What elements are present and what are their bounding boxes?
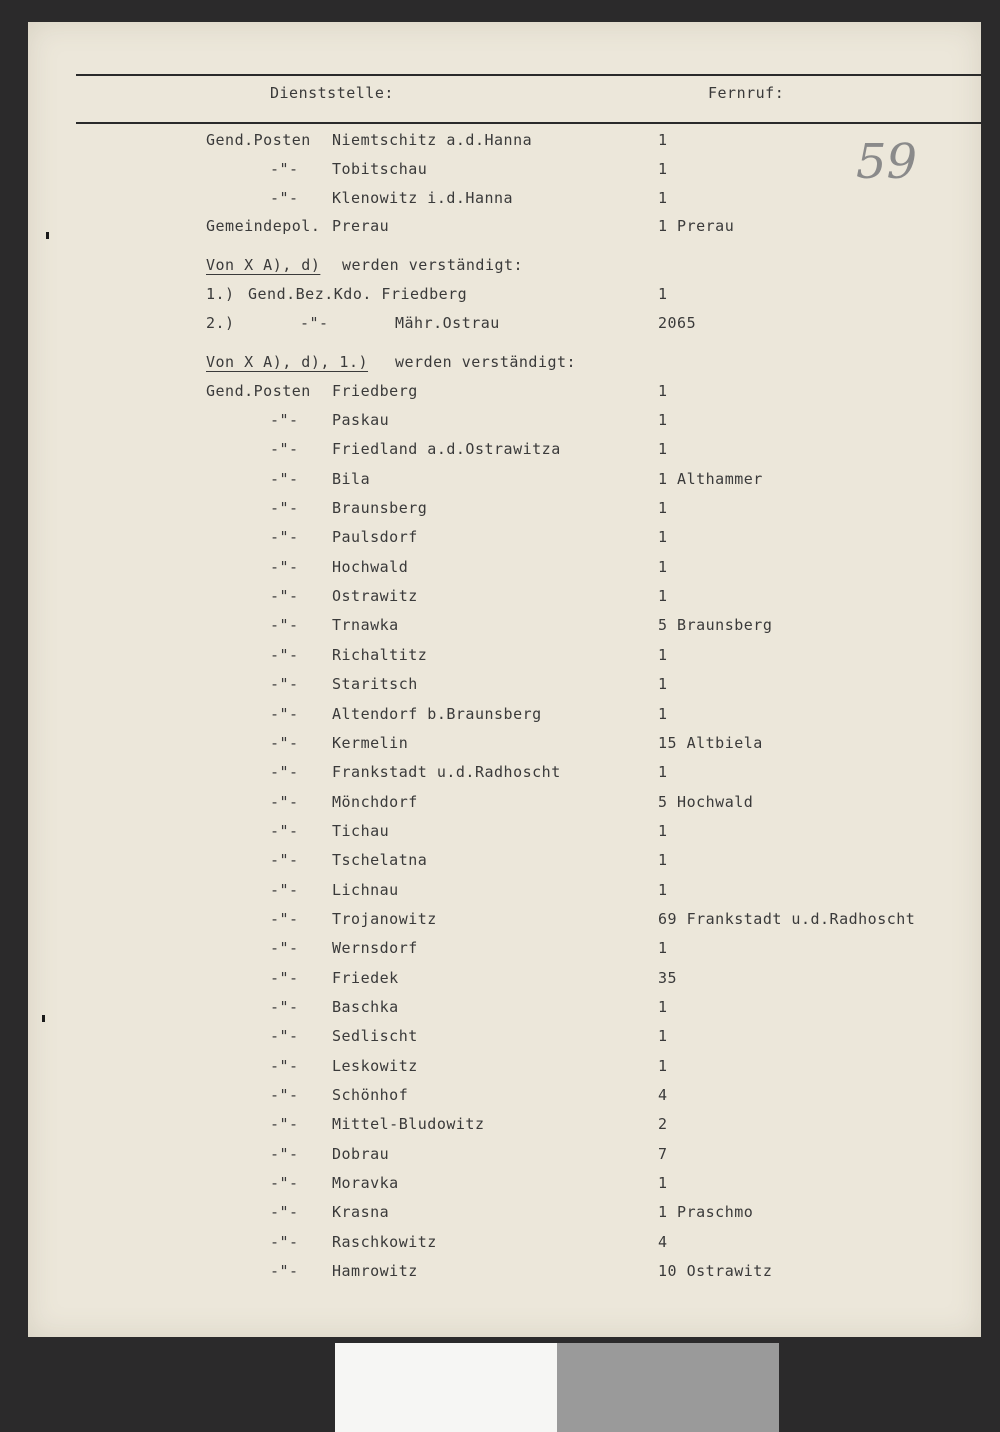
row-phone: 1 — [658, 705, 668, 723]
row-station-name: Mähr.Ostrau — [395, 314, 500, 332]
row-phone: 1 — [658, 382, 668, 400]
row-ditto: -"- — [270, 1057, 299, 1075]
row-phone: 2065 — [658, 314, 697, 332]
row-station-name: Staritsch — [332, 675, 418, 693]
row-ditto: -"- — [270, 558, 299, 576]
row-prefix: -"- — [270, 160, 299, 178]
row-station-name: Friedberg — [332, 382, 418, 400]
row-phone: 1 — [658, 558, 668, 576]
row-phone: 1 — [658, 998, 668, 1016]
row-ditto: -"- — [270, 793, 299, 811]
calibration-gray-patch — [557, 1343, 779, 1432]
row-ditto: -"- — [270, 1115, 299, 1133]
row-station-name: Bila — [332, 470, 371, 488]
row-station-name: Kermelin — [332, 734, 409, 752]
row-ditto: -"- — [270, 411, 299, 429]
row-phone: 1 — [658, 1057, 668, 1075]
row-ditto: -"- — [270, 616, 299, 634]
row-phone: 35 — [658, 969, 678, 987]
row-station-name: Baschka — [332, 998, 399, 1016]
row-ditto: -"- — [270, 851, 299, 869]
row-ditto: -"- — [270, 822, 299, 840]
document-page — [28, 22, 981, 1337]
row-phone: 1 — [658, 160, 668, 178]
row-ditto: -"- — [270, 1233, 299, 1251]
row-station-name: Mittel-Bludowitz — [332, 1115, 485, 1133]
row-station-name: Schönhof — [332, 1086, 409, 1104]
header-rule — [76, 122, 981, 124]
row-phone: 1 — [658, 285, 668, 303]
row-station-name: Krasna — [332, 1203, 390, 1221]
row-prefix: Gend.Posten — [206, 382, 311, 400]
row-phone: 1 — [658, 528, 668, 546]
row-ditto: -"- — [270, 528, 299, 546]
margin-speck — [42, 1015, 45, 1022]
margin-speck — [46, 232, 49, 239]
row-phone: 1 — [658, 499, 668, 517]
section1-heading-reference: Von X A), d) — [206, 256, 321, 274]
row-ditto: -"- — [270, 470, 299, 488]
row-station-name: Paskau — [332, 411, 390, 429]
row-phone: 1 — [658, 881, 668, 899]
row-ditto: -"- — [270, 1262, 299, 1280]
row-prefix: 2.) — [206, 314, 235, 332]
header-dienststelle: Dienststelle: — [270, 84, 394, 102]
row-ditto: -"- — [270, 763, 299, 781]
row-phone: 1 — [658, 763, 668, 781]
row-station-name: Paulsdorf — [332, 528, 418, 546]
row-station-name: Friedland a.d.Ostrawitza — [332, 440, 561, 458]
row-prefix: Gend.Posten — [206, 131, 311, 149]
row-phone: 1 — [658, 411, 668, 429]
row-phone: 5 Braunsberg — [658, 616, 773, 634]
row-station-name: Niemtschitz a.d.Hanna — [332, 131, 533, 149]
row-station-name: Trojanowitz — [332, 910, 437, 928]
row-phone: 69 Frankstadt u.d.Radhoscht — [658, 910, 916, 928]
row-phone: 1 — [658, 851, 668, 869]
section2-heading-text: werden verständigt: — [395, 353, 577, 371]
row-station-name: Gend.Bez.Kdo. Friedberg — [248, 285, 468, 303]
row-phone: 4 — [658, 1086, 668, 1104]
row-prefix: 1.) — [206, 285, 235, 303]
row-phone: 2 — [658, 1115, 668, 1133]
row-ditto: -"- — [270, 910, 299, 928]
row-ditto: -"- — [270, 1027, 299, 1045]
row-phone: 1 — [658, 822, 668, 840]
calibration-white-patch — [335, 1343, 557, 1432]
row-ditto: -"- — [270, 734, 299, 752]
row-phone: 1 Praschmo — [658, 1203, 754, 1221]
row-station-name: Friedek — [332, 969, 399, 987]
row-ditto: -"- — [270, 646, 299, 664]
row-station-name: Tichau — [332, 822, 390, 840]
row-ditto: -"- — [270, 1203, 299, 1221]
row-station-name: Prerau — [332, 217, 390, 235]
row-ditto: -"- — [270, 587, 299, 605]
row-station-name: Tschelatna — [332, 851, 428, 869]
row-ditto: -"- — [270, 939, 299, 957]
row-station-name: Moravka — [332, 1174, 399, 1192]
row-phone: 15 Altbiela — [658, 734, 763, 752]
row-ditto: -"- — [270, 881, 299, 899]
row-station-name: Tobitschau — [332, 160, 428, 178]
row-ditto: -"- — [270, 705, 299, 723]
row-phone: 1 — [658, 189, 668, 207]
row-station-name: Hamrowitz — [332, 1262, 418, 1280]
row-station-name: Klenowitz i.d.Hanna — [332, 189, 514, 207]
row-phone: 1 — [658, 675, 668, 693]
row-ditto: -"- — [270, 675, 299, 693]
row-prefix: -"- — [270, 189, 299, 207]
page-number-handwritten: 59 — [856, 134, 918, 190]
row-prefix: Gemeindepol. — [206, 217, 321, 235]
row-station-name: Raschkowitz — [332, 1233, 437, 1251]
row-station-name: Sedlischt — [332, 1027, 418, 1045]
row-ditto: -"- — [270, 998, 299, 1016]
row-ditto: -"- — [270, 1086, 299, 1104]
row-phone: 1 — [658, 939, 668, 957]
header-fernruf: Fernruf: — [708, 84, 785, 102]
row-station-name: Richaltitz — [332, 646, 428, 664]
row-phone: 1 — [658, 1027, 668, 1045]
row-phone: 1 — [658, 440, 668, 458]
row-station-name: Trnawka — [332, 616, 399, 634]
row-phone: 7 — [658, 1145, 668, 1163]
row-station-name: Altendorf b.Braunsberg — [332, 705, 542, 723]
row-ditto: -"- — [270, 440, 299, 458]
row-ditto: -"- — [300, 314, 329, 332]
row-phone: 1 — [658, 587, 668, 605]
row-phone: 4 — [658, 1233, 668, 1251]
row-phone: 1 Prerau — [658, 217, 735, 235]
top-rule — [76, 74, 981, 76]
row-station-name: Dobrau — [332, 1145, 390, 1163]
row-station-name: Lichnau — [332, 881, 399, 899]
row-station-name: Leskowitz — [332, 1057, 418, 1075]
row-station-name: Mönchdorf — [332, 793, 418, 811]
row-station-name: Wernsdorf — [332, 939, 418, 957]
row-ditto: -"- — [270, 1145, 299, 1163]
row-phone: 10 Ostrawitz — [658, 1262, 773, 1280]
section2-heading-reference: Von X A), d), 1.) — [206, 353, 369, 371]
row-phone: 1 — [658, 131, 668, 149]
row-phone: 5 Hochwald — [658, 793, 754, 811]
row-ditto: -"- — [270, 499, 299, 517]
row-phone: 1 — [658, 1174, 668, 1192]
row-station-name: Frankstadt u.d.Radhoscht — [332, 763, 561, 781]
section1-heading-text: werden verständigt: — [342, 256, 524, 274]
row-station-name: Ostrawitz — [332, 587, 418, 605]
row-phone: 1 Althammer — [658, 470, 763, 488]
row-station-name: Braunsberg — [332, 499, 428, 517]
row-station-name: Hochwald — [332, 558, 409, 576]
row-phone: 1 — [658, 646, 668, 664]
row-ditto: -"- — [270, 969, 299, 987]
row-ditto: -"- — [270, 1174, 299, 1192]
